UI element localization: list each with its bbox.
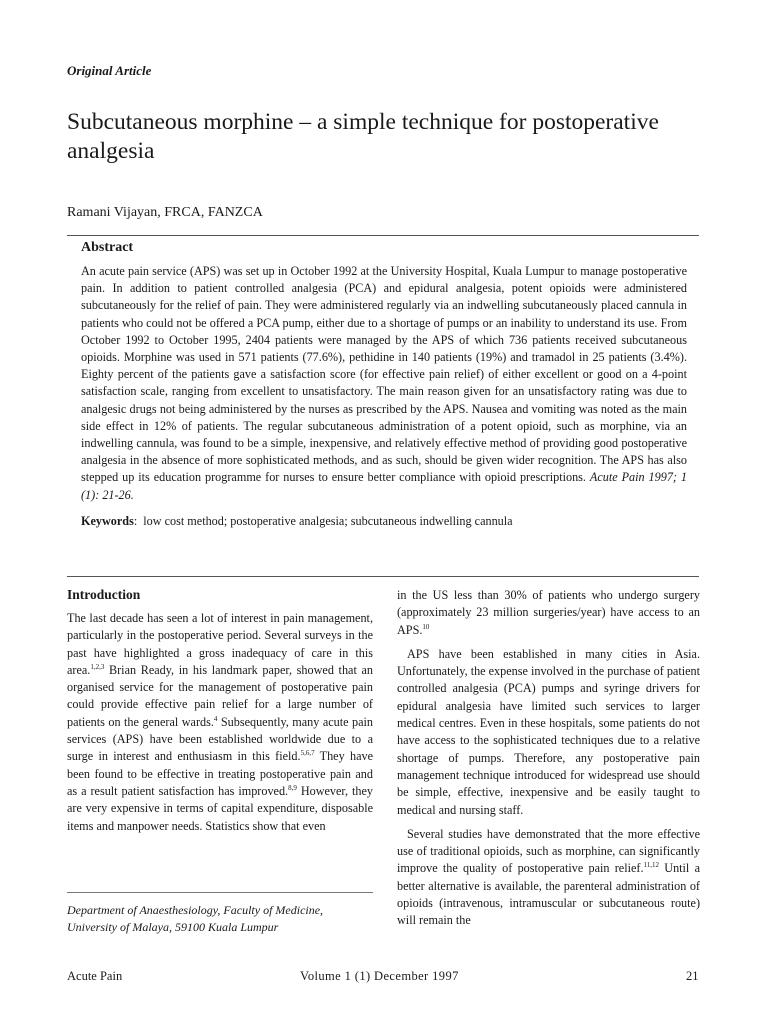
abstract-citation: Acute Pain 1997; 1 (1): 21-26. (81, 470, 688, 502)
right-column (397, 587, 700, 930)
reference-marker: 11,12 (643, 861, 659, 870)
abstract-block (81, 240, 687, 529)
keywords-line: Keywords: low cost method; postoperative analgesia; subcutaneous indwelling cannula (81, 513, 513, 528)
intro-paragraph-3 (397, 826, 700, 930)
introduction-heading: Introduction (67, 587, 141, 602)
intro-text-1d: They have been found to be effective in treating postoperative pain and as a result patient satisfaction has improved. (67, 749, 373, 798)
section-label: Original Article (67, 63, 152, 78)
abstract-top-rule (67, 235, 699, 236)
intro-text-3b: Until a better alternative is available, the parenteral administration of opioids (intravenous, intramuscular or subcutaneous route) will remain the (397, 861, 700, 928)
left-column (67, 587, 373, 835)
reference-marker: 8,9 (288, 783, 297, 792)
reference-marker: 5,6,7 (300, 749, 315, 758)
footer-page-number: 21 (686, 969, 699, 983)
abstract-body-text: An acute pain service (APS) was set up in October 1992 at the University Hospital, Kuala Lumpur to manage postoperative pain. In addition to patient controlled analgesia (PCA) and epidural analgesia, potent opioids were administered subcutaneously for the relief of pain. They were administered regularly via an indwelling subcutaneously placed cannula in patients who could not be offered a PCA pump, either due to a shortage of pumps or an inability to understand its use. From October 1992 to October 1995, 2404 patients were managed by the APS of which 736 patients received subcutaneous opioids. Morphine was used in 571 patients (77.6%), pethidine in 140 patients (19%) and tramadol in 25 patients (3.4%). Eighty percent of the patients gave a satisfaction score (for effective pain relief) of either excellent or good on a 4-point satisfaction scale, ranging from excellent to unsatisfactory. The main reason given for an unsatisfactory rating was due to analgesic drugs not being administered by the nurses as prescribed by the APS. Nausea and vomiting was noted as the main side effect in 12% of patients. The regular subcutaneous administration of a potent opioid, such as morphine, via an indwelling cannula, was found to be a simple, inexpensive, and relatively effective method of providing good postoperative analgesia in the absence of more sophisticated methods, and as such, should be given wider recognition. The APS has also stepped up its education programme for nurses to ensure better compliance with opioid prescriptions. (81, 264, 687, 485)
footer-issue: Volume 1 (1) December 1997 (300, 969, 459, 983)
intro-text-continued: in the US less than 30% of patients who undergo surgery (approximately 23 million surgeries/year) have access to an APS. (397, 588, 700, 637)
affiliation-line-1: Department of Anaesthesiology, Faculty of Medicine, (67, 903, 324, 917)
reference-marker: 1,2,3 (90, 662, 105, 671)
intro-paragraph-1-continued (397, 587, 700, 639)
affiliation-line-2: University of Malaya, 59100 Kuala Lumpur (67, 920, 279, 934)
intro-text-1c: Subsequently, many acute pain services (APS) have been established worldwide due to a surge in interest and enthusiasm in this field. (67, 714, 374, 764)
reference-marker: 10 (422, 622, 430, 631)
abstract-heading: Abstract (81, 240, 134, 255)
intro-paragraph-1 (67, 610, 373, 835)
keywords-label: Keywords (81, 513, 134, 528)
reference-marker: 4 (213, 714, 218, 723)
article-title: Subcutaneous morphine – a simple technique for postoperative analgesia (67, 109, 659, 164)
affiliation-rule (67, 892, 373, 893)
abstract-bottom-rule (67, 576, 699, 577)
abstract-text (81, 263, 687, 504)
intro-text-1e: However, they are very expensive in terms of capital expenditure, disposable items and manpower needs. Statistics show that even (67, 783, 373, 833)
intro-paragraph-2: APS have been established in many cities in Asia. Unfortunately, the expense involved in the purchase of patient controlled analgesia (PCA) pumps and syringe drivers for epidural analgesia have limited such services to larger medical centres. Even in these hospitals, some patients do not have access to the sophisticated techniques due to a relative shortage of pumps. Therefore, any postoperative pain management technique introduced for widespread use should be simple, effective, inexpensive and be easily taught to medical and nursing staff. (397, 646, 700, 817)
footer-journal-name: Acute Pain (67, 969, 123, 983)
intro-text-1b: Brian Ready, in his landmark paper, showed that an organised service for the management of postoperative pain could provide effective pain relief for a large number of patients on the general wards. (67, 662, 373, 729)
author-line: Ramani Vijayan, FRCA, FANZCA (67, 205, 263, 220)
intro-text-3a: Several studies have demonstrated that the more effective use of traditional opioids, such as morphine, can significantly improve the quality of postoperative pain relief. (397, 826, 700, 876)
keywords-text: low cost method; postoperative analgesia; subcutaneous indwelling cannula (143, 513, 513, 528)
intro-text-1a: The last decade has seen a lot of interest in pain management, particularly in the postoperative period. Several surveys in the past have highlighted a gross inadequacy of care in this area. (67, 611, 373, 677)
author-affiliation (67, 902, 373, 936)
